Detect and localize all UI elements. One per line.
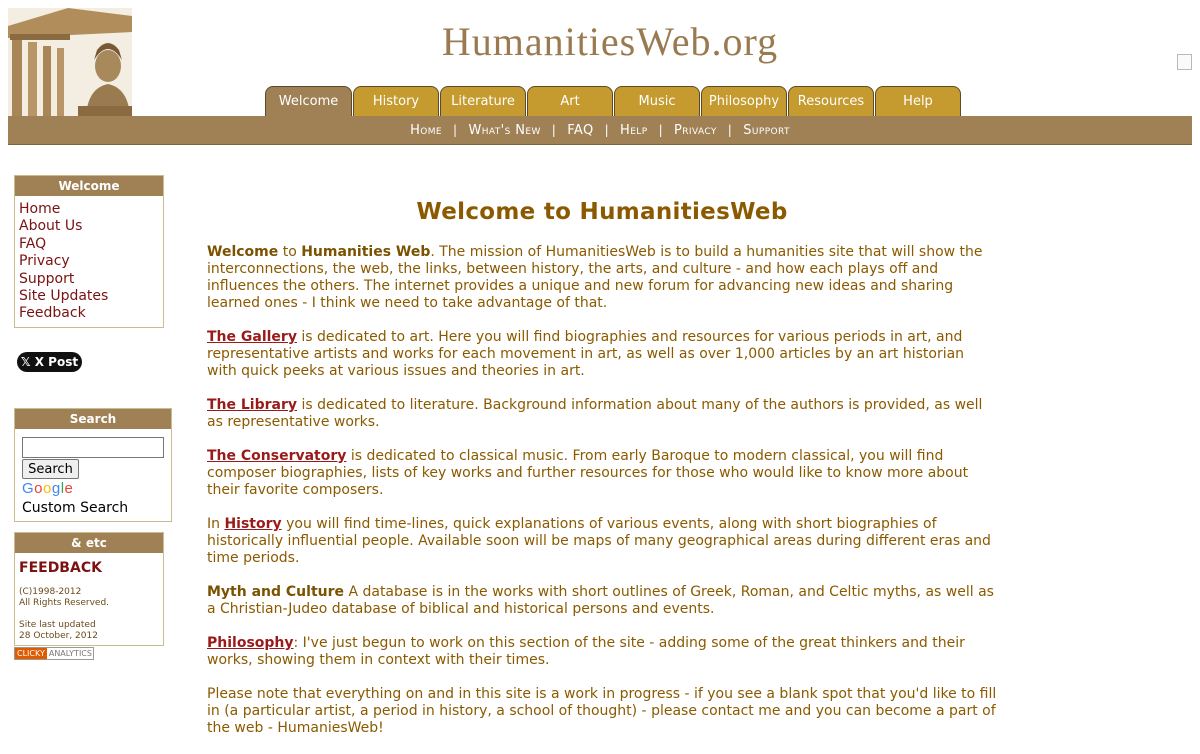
tab-help[interactable]: Help <box>875 86 961 116</box>
philosophy-paragraph <box>207 635 997 669</box>
intro-text-2: . The mission of HumanitiesWeb is to build a humanities site that will show the interconnections, the web, the links, between history, the arts, and culture - and how each plays off and influences the others. The internet provides a unique and new forum for advancing new ideas and sharing learned ones - I think we need to take advantage of that. <box>207 244 983 311</box>
subnav-separator: | <box>452 123 458 137</box>
subnav-support[interactable]: Support <box>743 123 790 138</box>
sidebar-link-privacy[interactable]: Privacy <box>19 253 70 270</box>
gallery-paragraph <box>207 329 997 380</box>
etc-box-title: & etc <box>15 533 163 553</box>
copyright-line-1: (C)1998-2012 <box>19 587 82 597</box>
tab-art[interactable]: Art <box>527 86 613 116</box>
updated-line-1: Site last updated <box>19 620 96 630</box>
x-post-label: X Post <box>34 355 79 369</box>
google-letter: G <box>22 480 35 497</box>
tab-music[interactable]: Music <box>614 86 700 116</box>
gallery-link[interactable]: The Gallery <box>207 329 297 345</box>
myth-paragraph <box>207 584 997 618</box>
library-paragraph <box>207 397 997 431</box>
subnav-separator: | <box>551 123 557 137</box>
search-box <box>14 408 172 522</box>
google-letter: l <box>60 480 65 497</box>
subnav-separator: | <box>727 123 733 137</box>
broken-image-icon <box>1177 54 1192 70</box>
conservatory-link[interactable]: The Conservatory <box>207 448 347 464</box>
x-logo-icon: 𝕏 <box>20 355 31 369</box>
google-letter: o <box>43 480 52 497</box>
philosophy-link[interactable]: Philosophy <box>207 635 294 651</box>
welcome-box-title: Welcome <box>15 176 163 196</box>
sidebar-link-support[interactable]: Support <box>19 270 75 287</box>
feedback-link[interactable]: FEEDBACK <box>19 560 102 576</box>
subnav-whats-new[interactable]: What's New <box>468 123 541 138</box>
welcome-box <box>14 175 164 328</box>
subnav-home[interactable]: Home <box>410 123 442 138</box>
analytics-label: ANALYTICS <box>48 649 92 658</box>
intro-humanities-web: Humanities Web <box>301 244 431 260</box>
main-content <box>207 190 997 754</box>
philosophy-text: : I've just begun to work on this section of the site - adding some of the great thinkers and their works, showing them in context with their times. <box>207 635 965 668</box>
tab-history[interactable]: History <box>353 86 439 116</box>
temple-statue-logo-icon[interactable] <box>8 8 132 116</box>
tab-philosophy[interactable]: Philosophy <box>701 86 787 116</box>
updated-line-2: 28 October, 2012 <box>19 631 98 641</box>
sidebar-link-site-updates[interactable]: Site Updates <box>19 288 109 305</box>
subnav-separator: | <box>658 123 664 137</box>
history-paragraph <box>207 516 997 567</box>
sidebar-link-about-us[interactable]: About Us <box>19 218 83 235</box>
google-letter: o <box>34 480 44 497</box>
subnav-faq[interactable]: FAQ <box>567 123 594 138</box>
intro-welcome: Welcome <box>207 244 279 260</box>
conservatory-text: is dedicated to classical music. From early Baroque to modern classical, you will find composer biographies, lists of key works and further resources for those who would like to know more about their favorite composers. <box>207 448 969 498</box>
search-button[interactable]: Search <box>22 459 79 479</box>
x-post-button[interactable] <box>17 352 82 372</box>
library-text: is dedicated to literature. Background information about many of the authors is provided, as well as representative works. <box>207 397 983 430</box>
conservatory-paragraph <box>207 448 997 499</box>
library-link[interactable]: The Library <box>207 397 298 413</box>
sidebar-link-feedback[interactable]: Feedback <box>19 305 86 322</box>
page-title: Welcome to HumanitiesWeb <box>416 199 788 225</box>
etc-box <box>14 532 164 646</box>
history-text: you will find time-lines, quick explanations of various events, along with short biographies of historically influential people. Available soon will be maps of many geographical areas during different eras and time periods. <box>207 516 991 566</box>
sidebar-link-home[interactable]: Home <box>19 201 61 217</box>
subnav-privacy[interactable]: Privacy <box>674 123 717 138</box>
tab-resources[interactable]: Resources <box>788 86 874 116</box>
gallery-text: is dedicated to art. Here you will find biographies and resources for various periods in art, and representative artists and works for each movement in art, as well as over 1,000 articles by an art historian with quick peeks at various issues and theories in art. <box>207 329 965 379</box>
closing-paragraph: Please note that everything on and in this site is a work in progress - if you see a blank spot that you'd like to fill in (a particular artist, a period in history, a school of thought) - please contact me and you can become a part of the web - HumaniesWeb! <box>207 686 997 736</box>
intro-text-1: to <box>278 244 302 260</box>
site-title: HumanitiesWeb.org <box>441 19 779 64</box>
clicky-label: CLICKY <box>17 649 45 658</box>
myth-title: Myth and Culture <box>207 584 344 600</box>
history-link[interactable]: History <box>224 516 282 532</box>
history-pre-text: In <box>207 516 225 532</box>
custom-search-label: Custom Search <box>22 500 129 516</box>
sub-navigation-bar <box>8 116 1192 145</box>
sidebar-link-faq[interactable]: FAQ <box>19 235 47 252</box>
google-letter: e <box>64 480 74 497</box>
intro-paragraph <box>207 244 997 312</box>
subnav-help[interactable]: Help <box>620 123 648 138</box>
copyright-line-2: All Rights Reserved. <box>19 598 110 608</box>
subnav-separator: | <box>604 123 610 137</box>
tab-literature[interactable]: Literature <box>440 86 526 116</box>
google-logo <box>22 480 73 497</box>
tab-welcome[interactable]: Welcome <box>265 86 352 116</box>
google-letter: g <box>51 480 61 497</box>
search-input[interactable] <box>22 437 164 458</box>
search-box-title: Search <box>15 409 171 429</box>
clicky-analytics-badge[interactable] <box>14 647 94 660</box>
myth-text: A database is in the works with short outlines of Greek, Roman, and Celtic myths, as well as a Christian-Judeo database of biblical and historical persons and events. <box>207 584 994 617</box>
